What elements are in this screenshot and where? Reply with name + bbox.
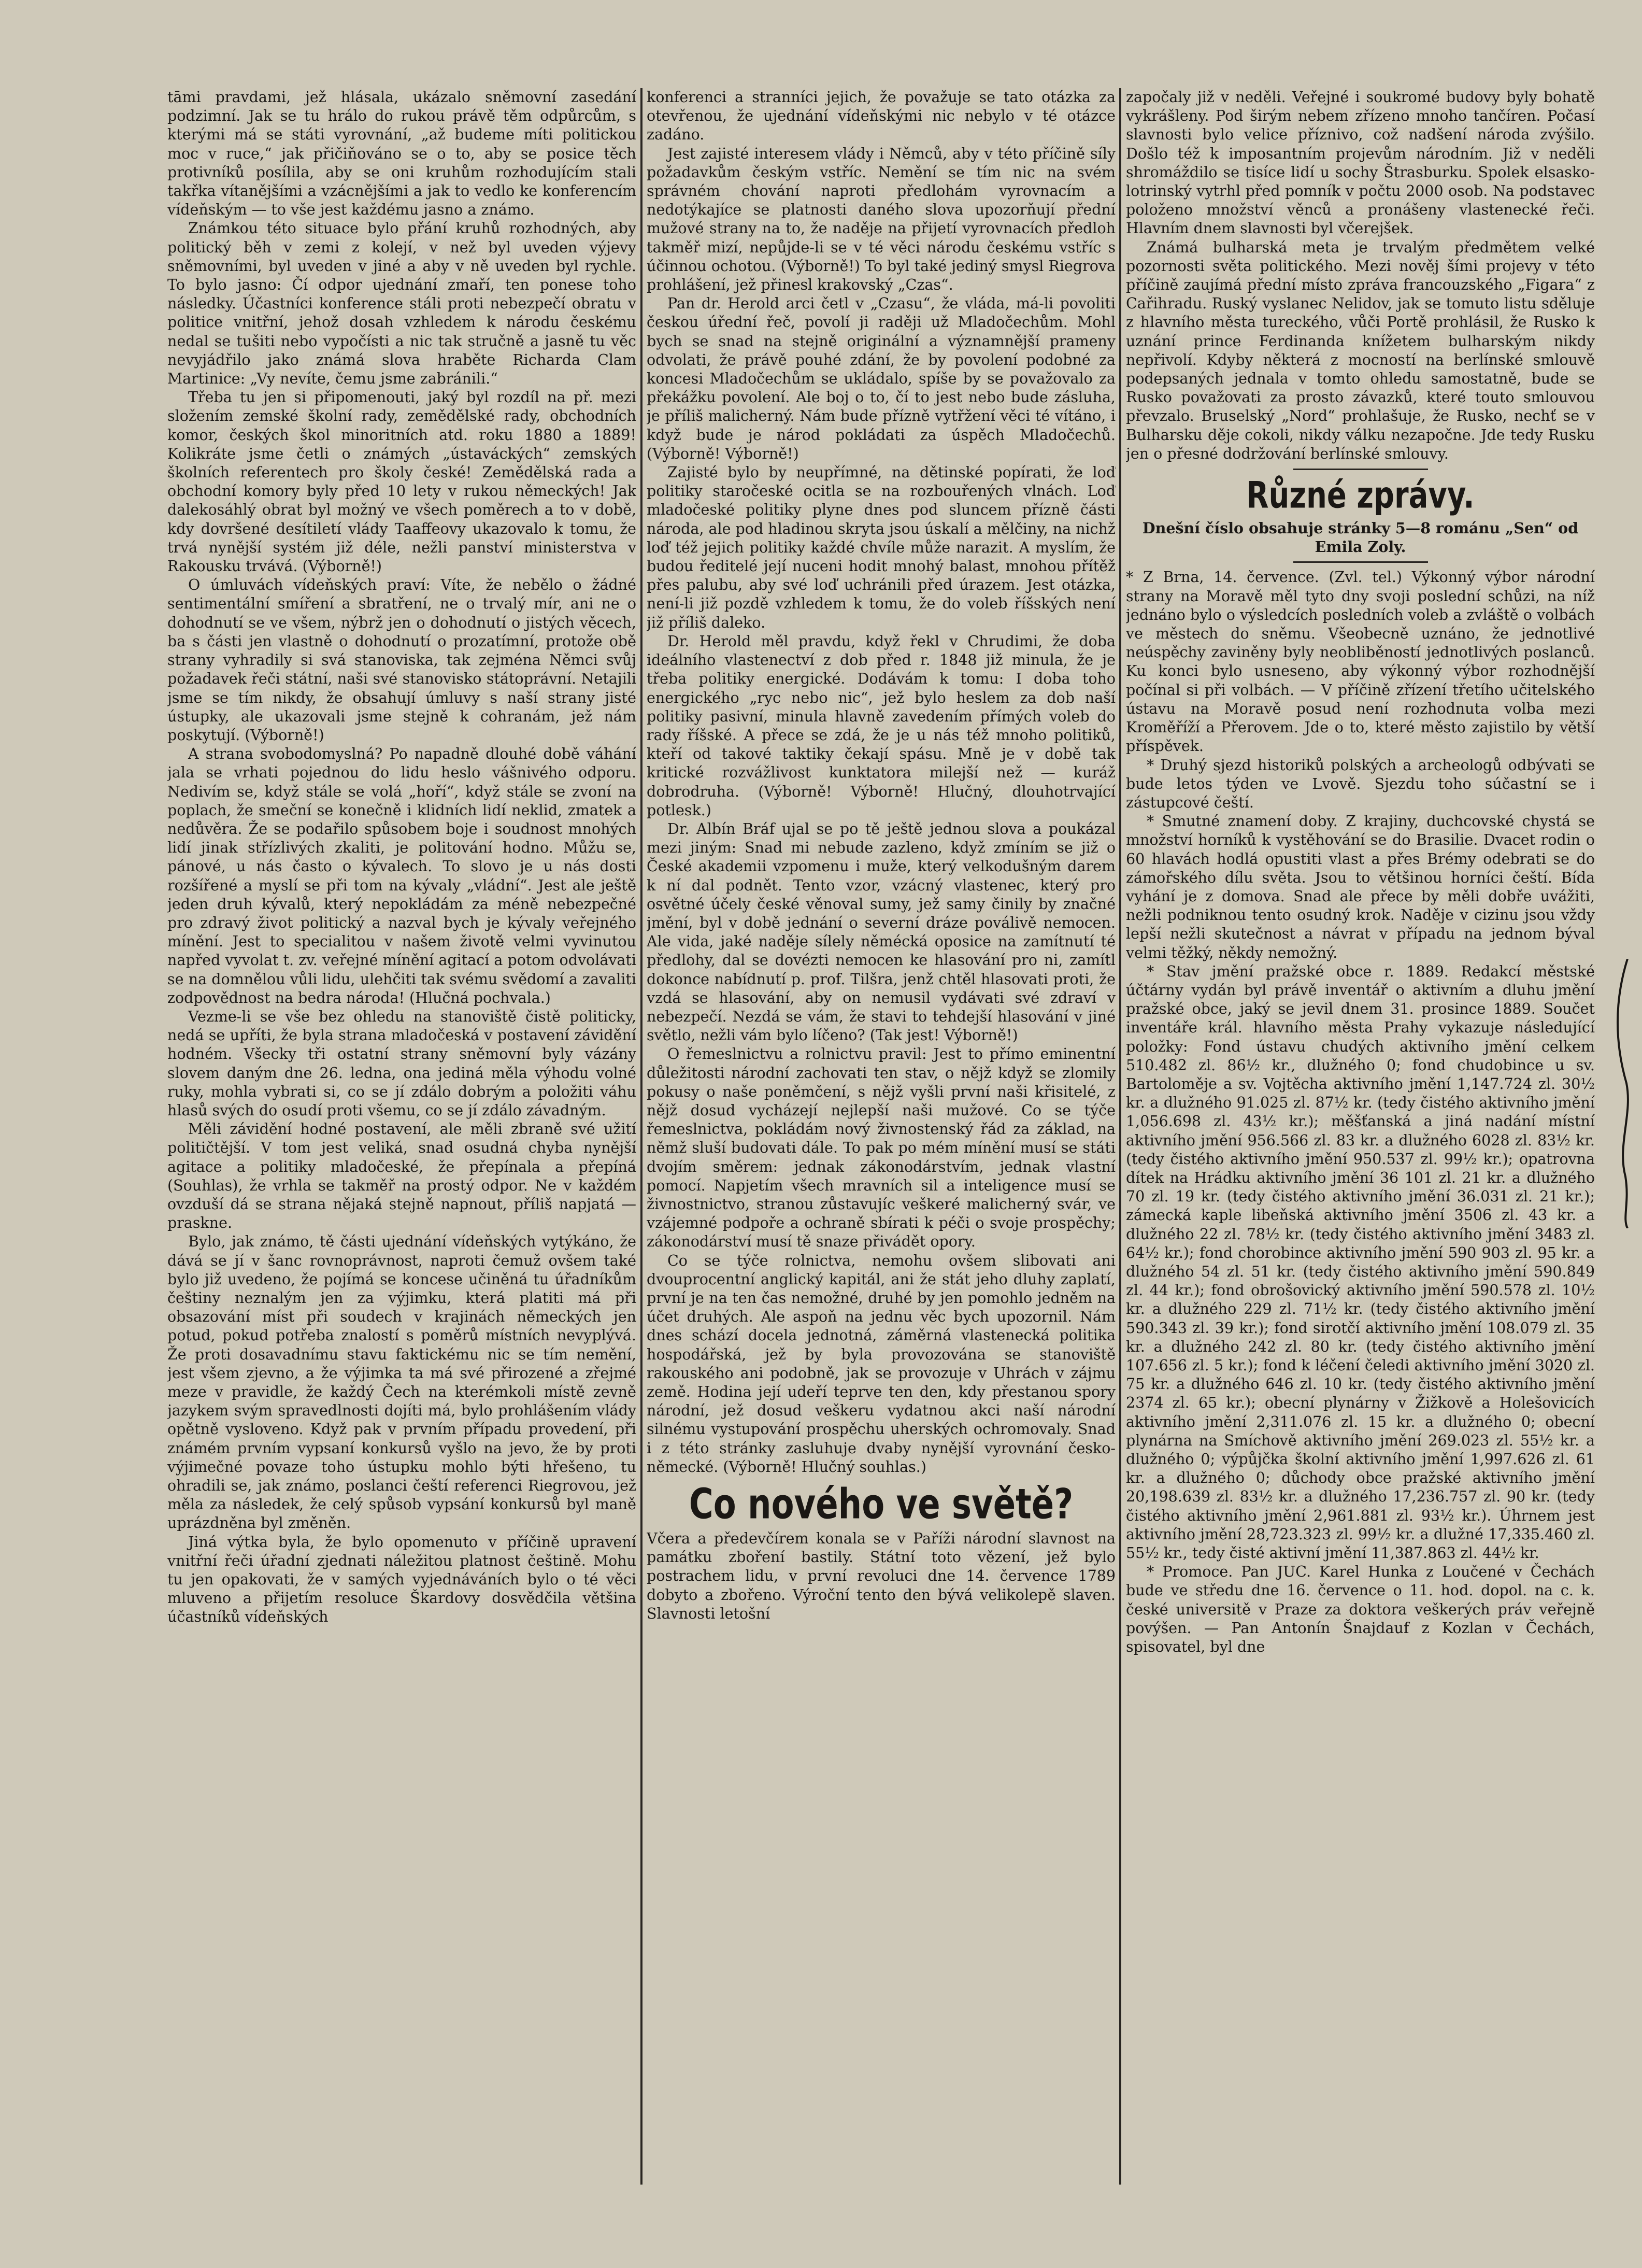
paragraph: O řemeslnictvu a rolnictvu pravil: Jest to přímo eminentní důležitosti národní zachovati ten stav, o nějž když se zlomily pokusy o naše poněmčení, s nějž vyšli první naši křisitelé, z nějž dosud vycházejí nejlepší naši mužové. Co se týče řemeslnictva, pokládám nový živnostenský řád za základ, na němž sluší budovati dále. To pak po mém mínění musí se státi dvojím směrem: jednak zákonodárstvím, jednak vlastní pomocí. Napjetím všech mravních sil a inteligence musí se živnostnictvo, stranou zůstavujíc veškeré malicherný svár, ve vzájemné podpoře a ochraně sbírati k péči o svoje prospěchy; zákonodárství musí tě snaze přivádět opory. [647, 1045, 1116, 1251]
paragraph: Dr. Herold měl pravdu, když řekl v Chrudimi, že doba ideálního vlastenectví z dob před r. 1848 již minula, že je třeba politiky energické. Dodávám k tomu: I doba toho energického „ryc nebo nic“, jež bylo heslem za dob naší politiky pasivní, minula hlavně zavedením přímých voleb do rady říšské. A přece se zdá, že je u nás též mnoho politiků, kteří od takové taktiky čekají spásu. Mně je v době tak kritické rozvážlivost kunktatora milejší než — kuráž dobrodruha. (Výborně! Výborně! Hlučný, dlouhotrvající potlesk.) [647, 632, 1116, 819]
section-heading-ruzne-zpravy: Různé zprávy. [1246, 474, 1475, 517]
paragraph: Jiná výtka byla, že bylo opomenuto v příčině upravení vnitřní řeči úřadní zjednati náležitou platnost češtině. Mohu tu jen opakovati, že v samých vyjednáváních bylo o té věci mluveno a přijetím resoluce Škardovy dosvědčila většina účastníků vídeňských [167, 1533, 636, 1626]
column-divider [640, 88, 642, 2185]
paragraph: Pan dr. Herold arci četl v „Czasu“, že vláda, má-li povoliti českou úřední řeč, povolí ji raději už Mladočechům. Mohl bych se snad na stejně originální a významnější prameny odvolati, že právě pouhé zdání, že by povolení podobné za koncesi Mladočechům se ukládalo, spíše by se považovalo za překážku povolení. Ale boj o to, čí to jest nebo bude zásluha, je příliš malicherný. Nám bude přízně vytřžení věci té vítáno, i když bude je národ pokládati za úspěch Mladočechů. (Výborně! Výborně!) [647, 295, 1116, 462]
section-heading-co-noveho: Co nového ve světě? [689, 1480, 1074, 1529]
news-item: * Smutné znamení doby. Z krajiny, duchcovské chystá se množství horníků k vystěhování se do Brasilie. Dvacet rodin o 60 hlavách hodlá opustiti vlast a přes Brémy odebrati se do zámořského dílu světa. Jsou to většinou horníci čeští. Bída vyhání je z domova. Snad ale přece by měli dobře uvážiti, nežli podniknou tento osudný krok. Naděje v cizinu jsou vždy lepší nežli skutečnost a návrat v případu na jednom býval velmi těžký, někdy nemožný. [1126, 813, 1595, 961]
paragraph: tāmi pravdami, jež hlásala, ukázalo sněmovní zasedání podzimní. Jak se tu hrálo do rukou právě těm odpůrcům, s kterými má se státi vyrovnání, „až budeme míti politickou moc v ruce,“ jak přičiňováno se o to, aby se posice těch protivníků posílila, aby se oni kruhům rozhodujícím stali takřka vítanějšími a vzácnějšími a jak to vedlo ke konferencím vídeňským — to vše jest každému jasno a známo. [167, 89, 636, 219]
paragraph: konferenci a stranníci jejich, že považuje se tato otázka za otevřenou, že ujednání vídeňskými nic nebylo v té otázce zadáno. [647, 89, 1116, 144]
news-item: * Promoce. Pan JUC. Karel Hunka z Loučené v Čechách bude ve středu dne 16. července o 11. hod. dopol. na c. k. české universitě v Praze za doktora veškerých práv veřejně povýšen. — Pan Antonín Šnajdauf z Kozlan v Čechách, spisovatel, byl dne [1126, 1563, 1595, 1656]
paragraph: Známá bulharská meta je trvalým předmětem velké pozornosti světa politického. Mezi nověj šími projevy v této příčině zaujímá přední místo zpráva francouzského „Figara“ z Cařihradu. Ruský vyslanec Nelidov, jak se tomuto listu sděluje z hlavního města tureckého, vůči Portě prohlásil, že Rusko k uznání prince Ferdinanda knížetem bulharským nikdy nepřivolí. Kdyby některá z mocností na berlínské smlouvě podepsaných jednala v tomto ohledu samostatně, bude se Rusko považovati za prosto závazků, které touto smlouvou převzalo. Bruselský „Nord“ prohlašuje, že Rusko, nechť se v Bulharsku děje cokoli, nikdy válku nezapočne. Jde tedy Rusku jen o přesné dodržování berlínské smlouvy. [1126, 238, 1595, 462]
section-lead: Dnešní číslo obsahuje stránky 5—8 románu „Sen“ od Emila Zoly. [1142, 519, 1579, 556]
column-divider [1119, 88, 1121, 2185]
binding-curve-icon [1612, 959, 1633, 1228]
paragraph: Včera a předevčírem konala se v Paříži národní slavnost na památku zboření bastily. Státní toto vězení, jež bylo postrachem lidu, v první revoluci dne 14. července 1789 dobyto a zbořeno. Výroční tento den bývá velikolepě slaven. Slavnosti letošní [647, 1530, 1116, 1622]
column-3 [1126, 88, 1595, 2187]
news-item: * Z Brna, 14. července. (Zvl. tel.) Výkonný výbor národní strany na Moravě měl tyto dny svoji poslední schůzi, na níž jednáno bylo o výsledcích posledních voleb a zvláště o volbách ve městech do sněmu. Všeobecně uznáno, že jednotlivé neúspěchy zaviněny byly neobliběností jednotlivých poslanců. Ku konci bylo usneseno, aby výkonný výbor rozhodnější počínal si při volbách. — V příčině zřízení třetího učitelského ústavu na Moravě posud není rozhodnuta volba mezi Kroměříží a Přerovem. Jde o to, které město zajistilo by větší příspěvek. [1126, 569, 1595, 755]
paragraph: A strana svobodomyslná? Po napadně dlouhé době váhání jala se vrhati pojednou do lidu heslo vášnivého odporu. Nedivím se, když stále se volá „hoří“, když stále se zvoní na poplach, že smeční se konečně i klidních lidí neklid, zmatek a nedůvěra. Že se podařilo spůsobem boje i soudnost mnohých lidí jinak střízlivých zkaliti, je politování hodno. Můžu se, pánové, u nás často o kývalech. To slovo je u nás dosti rozšířené a myslí se při tom na kývaly „vládní“. Jest ale ještě jeden druh kývalů, který nepokládám za méně nebezpečné pro zdravý život politický a nazval bych je kývaly veřejného mínění. Jest to specialitou v našem životě velmi vyvinutou napřed vyvolat t. zv. veřejné mínění agitací a potom odvolávati se na domnělou vůli lidu, ulehčiti tak svému svědomí a zavaliti zodpovědnost na bedra národa! (Hlučná pochvala.) [167, 745, 636, 1007]
section-separator [1293, 561, 1428, 563]
paragraph: Bylo, jak známo, tě části ujednání vídeňských vytýkáno, že dává se jí v šanc rovnoprávnost, naproti čemuž ovšem také bylo již uvedeno, že pojímá se koncese učiněná tu úřadníkům češtiny neznalým jen za výjimku, která platiti má při obsazování míst při soudech v krajinách německých jen potud, pokud potřeba znalostí s poměrů místních nevyplývá. Že proti dosavadnímu stavu faktickému nic se tím nemění, jest všem zjevno, a že výjimka ta má své přirozené a zřejmé meze v pravidle, že každý Čech na kterémkoli místě zevně jazykem svým spravedlnosti dojíti má, bylo prohlášením vlády opětně vysloveno. Když pak v prvním případu provedení, při známém prvním vypsaní konkursů vyšlo na jevo, že by proti výjimečné povaze toho ústupku mohlo býti hřešeno, tu ohradili se, jak známo, poslanci čeští referenci Riegrovou, jež měla za následek, že celý spůsob vypsání konkursů byl maně uprázdněna byl změněn. [167, 1233, 636, 1532]
paragraph: Co se týče rolnictva, nemohu ovšem slibovati ani dvouprocentní anglický kapitál, ani že stát jeho dluhy zaplatí, první je na ten čas nemožné, druhé by jen pomohlo jedněm na účet druhých. Ale aspoň na jednu věc bych upozornil. Nám dnes schází docela jednotná, záměrná vlastenecká politika hospodářská, jež by byla provozována se stanoviště rakouského ani podobně, jak se provozuje v Uhrách v zájmu země. Hodina její udeří teprve ten den, kdy přestanou spory národní, jež dosud veškeru vydatnou akci naší národní silnému vystupování prospěchu uherských ochromovaly. Snad i z této stránky zasluhuje dvaby nynější vyrovnání česko-německé. (Výborně! Hlučný souhlas.) [647, 1252, 1116, 1476]
column-1 [167, 88, 636, 2187]
section-separator [1293, 469, 1428, 470]
paragraph: O úmluvách vídeňských praví: Víte, že nebělo o žádné sentimentální smíření a sbratření, ne o trvalý mír, ani ne o dohodnutí se ve všem, nýbrž jen o dohodnutí o jistých věcech, ba s části jen vlastně o dohodnutí o prozatímní, protože obě strany vyhradily si svá stanoviska, tak zejména Němci svůj požadavek řeči státní, naši své stanovisko státoprávní. Netajili jsme se tím nikdy, že obsahují úmluvy s naší strany jisté ústupky, ale ukazovali jsme stejně k cohranám, jež nám poskytují. (Výborně!) [167, 576, 636, 744]
paragraph: Známkou této situace bylo přání kruhů rozhodných, aby politický běh v zemi z kolejí, v než byl uveden výjevy sněmovními, byl uveden v jiné a aby v ně uveden byl rychle. To bylo jasno: Čí odpor ujednání zmaří, ten ponese toho následky. Účastníci konference stáli proti nebezpečí obratu v politice vnitřní, jehož dosah vzhledem k národu českému nedal se tušiti nebo vypočísti a nic tak stručně a jasně tu věc nevyjádřilo jako známá slova hraběte Richarda Clam Martinice: „Vy nevíte, čemu jsme zabránili.“ [167, 220, 636, 388]
paragraph: Zajisté bylo by neupřímné, na dětinské popírati, že loď politiky staročeské ocitla se na rozbouřených vlnách. Loď mladočeské politiky plyne dnes pod sluncem přízně části národa, ale pod hladinou skryta jsou úskalí a mělčiny, na nichž loď též jejich politiky každé chvíle může narazit. A myslím, že budou ředitelé její nuceni hodit mnohý balast, mnohou přítěž přes palubu, aby své loď uchránili před úrazem. Jest otázka, není-li již pozdě vzhledem k tomu, že do voleb říšských není již příliš daleko. [647, 464, 1116, 631]
paragraph: Vezme-li se vše bez ohledu na stanoviště čistě politicky, nedá se upříti, že byla strana mladočeská v postavení závidění hodném. Všecky tři ostatní strany sněmovní byly vázány slovem daným dne 26. ledna, ona jediná měla výhodu volné ruky, mohla vybrati si, co se jí zdálo dobrým a položiti váhu hlasů svých do osudí proti všemu, co se jí zdálo závadným. [167, 1008, 636, 1119]
paragraph: započaly již v neděli. Veřejné i soukromé budovy byly bohatě vykrášleny. Pod širým nebem zřízeno mnoho tančíren. Počasí slavnosti bylo velice příznivo, což nadšení národa zvýšilo. Došlo též k imposantním projevům národním. Již v neděli shromáždilo se tisíce lidí u sochy Štrasburku. Spolek elsasko-lotrinský vytrhl před pomník v počtu 2000 osob. Na podstavec položeno množství věnců a pronášeny vlastenecké řeči. Hlavním dnem slavnosti byl včerejšek. [1126, 89, 1595, 237]
news-item: * Stav jmění pražské obce r. 1889. Redakcí městské účtárny vydán byl právě inventář o aktivním a dluhu jmění pražské obce, jaký se jevil dnem 31. prosince 1889. Součet inventáře král. hlavního města Prahy vykazuje následující položky: Fond ústavu chudých aktivního jmění celkem 510.482 zl. 86½ kr., dlužného 0; fond chudobince u sv. Bartoloměje a sv. Vojtěcha aktivního jmění 1,147.724 zl. 30½ kr. a dlužného 91.025 zl. 87½ kr. (tedy čistého aktivního jmění 1,056.698 zl. 43½ kr.); měšťanská a jiná nadání místní aktivního jmění 956.566 zl. 83 kr. a dlužného 6028 zl. 83½ kr. (tedy čistého aktivního jmění 950.537 zl. 99½ kr.); opatrovna dítek na Hrádku aktivního jmění 36 101 zl. 21 kr. a dlužného 70 zl. 19 kr. (tedy čistého aktivního jmění 36.031 zl. 21 kr.); zámecká kaple libeňská aktivního jmění 3506 zl. 43 kr. a dlužného 22 zl. 78½ kr. (tedy čistého aktivního jmění 3483 zl. 64½ kr.); fond chorobince aktivního jmění 590 903 zl. 95 kr. a dlužného 54 zl. 51 kr. (tedy čistého aktivního jmění 590.849 zl. 44 kr.); fond obrošovický aktivního jmění 590.578 zl. 10½ kr. a dlužného 229 zl. 71½ kr. (tedy čistého aktivního jmění 590.343 zl. 39 kr.); fond sirotčí aktivního jmění 108.079 zl. 35 kr. a dlužného 242 zl. 80 kr. (tedy čistého aktivního jmění 107.656 zl. 5 kr.); fond k léčení čeledi aktivního jmění 3020 zl. 75 kr. a dlužného 646 zl. 10 kr. (tedy čistého aktivního jmění 2374 zl. 65 kr.); obecní plynárny v Žižkově a Holešovicích aktivního jmění 2,311.076 zl. 15 kr. a dlužného 0; obecní plynárna na Smíchově aktivního jmění 269.023 zl. 55½ kr. a dlužného 0; výpůjčka školní aktivního jmění 1,997.626 zl. 61 kr. a dlužného 0; důchody obce pražské aktivního jmění 20,198.639 zl. 83½ kr. a dlužného 17,236.757 zl. 90 kr. (tedy čistého aktivního jmění 2,961.881 zl. 93½ kr.). Úhrnem jest aktivního jmění 28,723.323 zl. 99½ kr. a dlužné 17,335.460 zl. 55½ kr., tedy čisté aktivní jmění 11,387.863 zl. 44½ kr. [1126, 962, 1595, 1562]
paragraph: Dr. Albín Bráf ujal se po tě ještě jednou slova a poukázal mezi jiným: Snad mi nebude zazleno, když zmíním se již o České akademii vzpomenu i muže, který velkodušným darem k ní dal podnět. Tento vzor, vzácný vlastenec, který pro osvětné účely české věnoval sumy, jež samy činily by značné jmění, byl v době jednání o severní dráze poválivě nemocen. Ale vida, jaké naděje sílely němécká oposice na zamítnutí té předlohy, dal se dovézti nemocen ke hlasování pro ni, zamítl dokonce nabídnutí p. prof. Tilšra, jenž chtěl hlasovati proti, že vzdá se hlasování, aby on nemusil vydávati své zdraví v nebezpečí. Nezdá se vám, že stavi to tehdejší hlasování v jiné světlo, nežli vám bylo líčeno? (Tak jest! Výborně!) [647, 820, 1116, 1044]
column-2 [647, 88, 1116, 2187]
paragraph: Jest zajisté interesem vlády i Němců, aby v této příčině síly požadavkům českým vstříc. Nemění se tím nic na svém správném chování naproti předlohám vyrovnacím a nedotýkajíce se platnosti daného slova upozorňují přední mužové strany na to, že naděje na přijetí vyrovnacích předloh takměř mizí, nepůjde-li se v té věci národu českému vstříc s účinnou ochotou. (Výborně!) To byl také jediný smysl Riegrova prohlášení, jež přinesl krakovský „Czas“. [647, 145, 1116, 294]
page-edge-binding-mark [1612, 959, 1633, 1228]
paragraph: Měli závidění hodné postavení, ale měli zbraně své užití političtější. V tom jest veliká, snad osudná chyba nynější agitace a politiky mladočeské, že přepínala a přepíná (Souhlas), že vrhla se takměř na prostý odpor. Ne v každém ovzduší dá se strana nějaká stejně napnout, příliš napjatá — praskne. [167, 1121, 636, 1232]
paragraph: Třeba tu jen si připomenouti, jaký byl rozdíl na př. mezi složením zemské školní rady, zemědělské rady, obchodních komor, českých škol minoritních atd. roku 1880 a 1889! Kolikráte jsme četli o známých „ústaváckých“ zemských školních referentech pro školy české! Zemědělská rada a obchodní komory byly před 10 lety v rukou německých! Jak dalekosáhlý obrat byl možný ve všech poměrech a to v době, kdy dovršené desítiletí vlády Taaffeovy ukazovalo k tomu, že trvá nynější systém již déle, nežli panství ministerstva v Rakousku trvává. (Výborně!) [167, 389, 636, 575]
news-item: * Druhý sjezd historiků polských a archeologů odbývati se bude letos týden ve Lvově. Sjezdu toho súčastní se i zástupcové čeští. [1126, 756, 1595, 811]
